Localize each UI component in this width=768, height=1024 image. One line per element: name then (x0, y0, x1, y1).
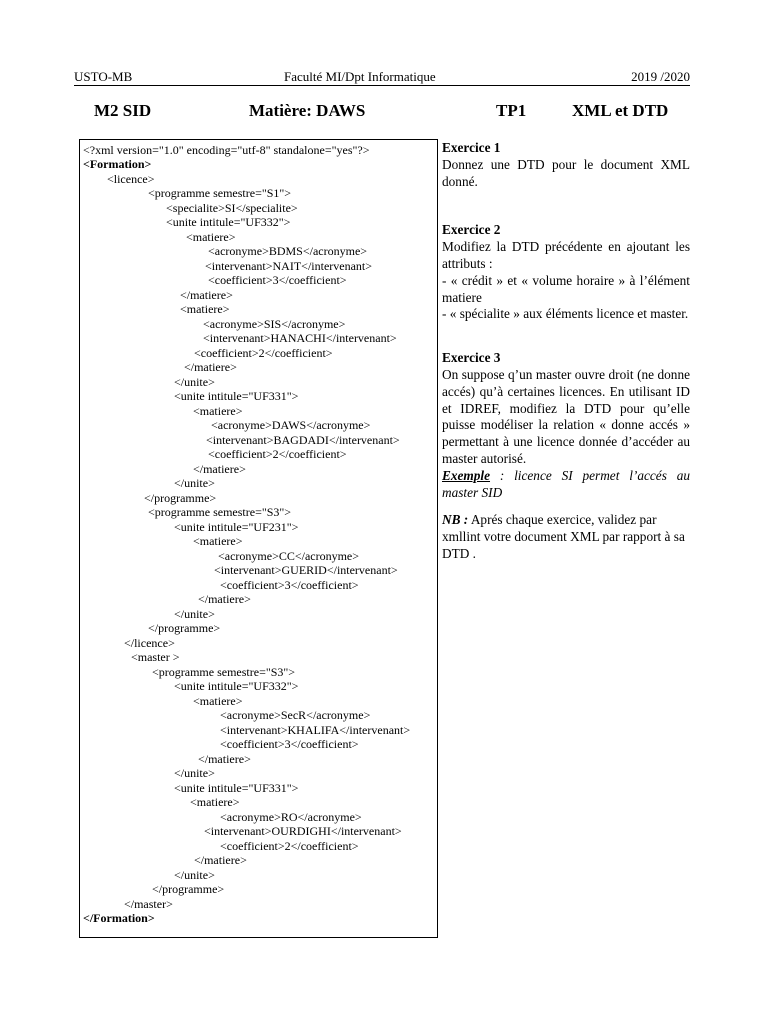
xml-line: <coefficient>3</coefficient> (220, 737, 359, 751)
exercise-1-title: Exercice 1 (442, 140, 501, 155)
xml-line: <acronyme>RO</acronyme> (220, 810, 362, 824)
xml-line: </unite> (174, 868, 215, 882)
xml-line: <acronyme>SIS</acronyme> (203, 317, 346, 331)
xml-line: <coefficient>3</coefficient> (208, 273, 347, 287)
xml-line: <programme semestre="S3"> (152, 665, 296, 679)
nb-note (442, 512, 690, 562)
xml-line: </unite> (174, 375, 215, 389)
xml-line: <Formation> (83, 157, 152, 171)
xml-line: </matiere> (194, 853, 247, 867)
xml-line: <intervenant>BAGDADI</intervenant> (206, 433, 400, 447)
spacer (442, 501, 690, 512)
nb-label: NB : (442, 512, 469, 528)
xml-line: <intervenant>HANACHI</intervenant> (203, 331, 397, 345)
xml-line: </matiere> (193, 462, 246, 476)
xml-line: <intervenant>OURDIGHI</intervenant> (204, 824, 402, 838)
xml-line: <intervenant>GUERID</intervenant> (214, 563, 398, 577)
xml-line: </matiere> (180, 288, 233, 302)
xml-line: <specialite>SI</specialite> (166, 201, 298, 215)
xml-line: </licence> (124, 636, 175, 650)
title-tp: TP1 (496, 101, 527, 120)
xml-line: <licence> (107, 172, 155, 186)
xml-line: </programme> (144, 491, 217, 505)
xml-line: <coefficient>2</coefficient> (220, 839, 359, 853)
title-program: M2 SID (94, 101, 152, 120)
exercises-column (442, 140, 690, 563)
xml-line: <matiere> (180, 302, 230, 316)
nb-text: Aprés chaque exercice, validez par xmllint votre document XML par rapport à sa DTD . (442, 512, 685, 561)
exercise-3-text: On suppose q’un master ouvre droit (ne donne accés) qu’à certaines licences. En utilisant ID et IDREF, modifiez la DTD pour qu’elle puisse modéliser la relation « donne accés » permettant à une licence donnée d’accéder au master autorisé. (442, 366, 690, 466)
xml-line: <coefficient>2</coefficient> (208, 447, 347, 461)
xml-line: </unite> (174, 607, 215, 621)
xml-line: <matiere> (193, 534, 243, 548)
xml-line: <unite intitule="UF231"> (174, 520, 299, 534)
xml-line: <unite intitule="UF332"> (174, 679, 299, 693)
example-text: : licence SI permet l’accés au master SID (442, 467, 690, 500)
xml-line: <master > (131, 650, 180, 664)
spacer (442, 323, 690, 350)
page-header (74, 69, 690, 85)
xml-line: <coefficient>3</coefficient> (220, 578, 359, 592)
xml-line: <unite intitule="UF331"> (174, 389, 299, 403)
exercise-2-intro: Modifiez la DTD précédente en ajoutant les attributs : (442, 239, 690, 271)
xml-line: <acronyme>SecR</acronyme> (220, 708, 371, 722)
xml-line: <?xml version="1.0" encoding="utf-8" standalone="yes"?> (83, 143, 370, 157)
header-divider (74, 85, 690, 86)
xml-line: <matiere> (190, 795, 240, 809)
spacer (442, 190, 690, 222)
xml-line: <unite intitule="UF331"> (174, 781, 299, 795)
title-topic: XML et DTD (572, 101, 669, 120)
header-faculty: Faculté MI/Dpt Informatique (284, 69, 436, 84)
xml-line: <programme semestre="S3"> (148, 505, 292, 519)
xml-line: <coefficient>2</coefficient> (194, 346, 333, 360)
header-institution: USTO-MB (74, 69, 133, 84)
header-year: 2019 /2020 (631, 69, 690, 84)
xml-line: <acronyme>DAWS</acronyme> (211, 418, 371, 432)
xml-document-box (79, 139, 438, 938)
xml-line: </matiere> (198, 752, 251, 766)
xml-line: </programme> (152, 882, 225, 896)
xml-line: <matiere> (193, 404, 243, 418)
xml-line: <intervenant>KHALIFA</intervenant> (220, 723, 411, 737)
exercise-2-item-specialite: - « spécialite » aux éléments licence et master. (442, 306, 689, 322)
exercise-3-example (442, 468, 690, 502)
xml-line: </matiere> (198, 592, 251, 606)
title-subject: Matière: DAWS (249, 101, 366, 120)
xml-line: <matiere> (186, 230, 236, 244)
xml-line: </unite> (174, 766, 215, 780)
xml-line: <matiere> (193, 694, 243, 708)
example-label: Exemple (442, 467, 491, 483)
xml-line: <intervenant>NAIT</intervenant> (205, 259, 373, 273)
xml-line: <acronyme>CC</acronyme> (218, 549, 360, 563)
xml-line: <programme semestre="S1"> (148, 186, 292, 200)
xml-line: </unite> (174, 476, 215, 490)
xml-line: </Formation> (83, 911, 155, 925)
exercise-2-item-credit: - « crédit » et « volume horaire » à l’élément matiere (442, 272, 690, 305)
exercise-3-title: Exercice 3 (442, 350, 501, 366)
xml-line: <acronyme>BDMS</acronyme> (208, 244, 368, 258)
xml-line: </master> (124, 897, 173, 911)
xml-line: </matiere> (184, 360, 237, 374)
exercise-2-title: Exercice 2 (442, 222, 501, 238)
xml-line: <unite intitule="UF332"> (166, 215, 291, 229)
xml-line: </programme> (148, 621, 221, 635)
exercise-1-text: Donnez une DTD pour le document XML donné. (442, 156, 690, 189)
